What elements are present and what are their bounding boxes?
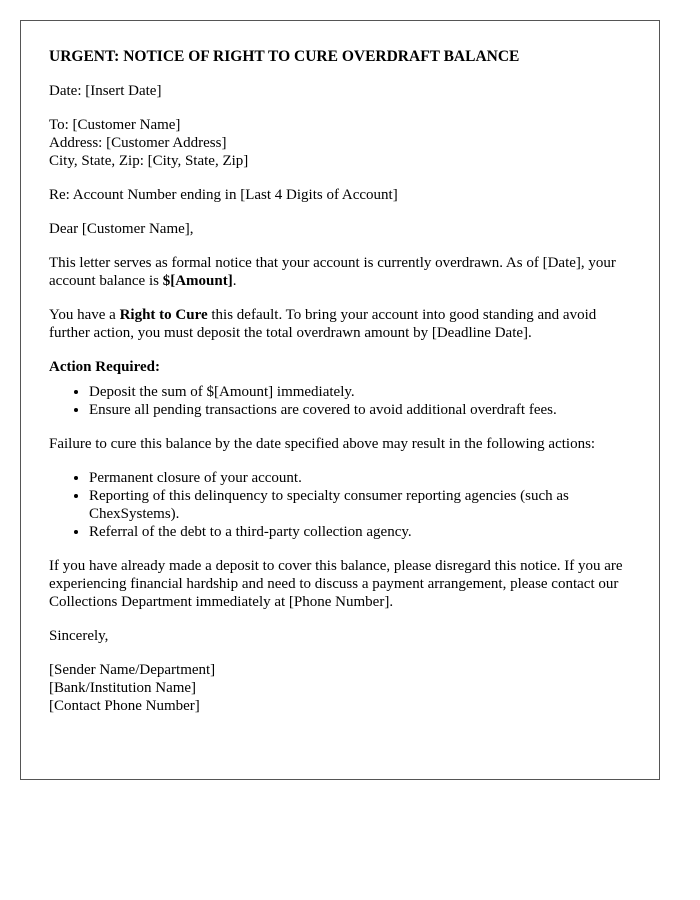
sender-name: [Sender Name/Department]: [49, 662, 216, 678]
list-item: • Ensure all pending transactions are covered to avoid additional overdraft fees.: [89, 401, 631, 419]
overdraft-notice-text: This letter serves as formal notice that your account is currently overdrawn. As of [Date], your account balance is: [49, 255, 616, 289]
right-to-cure-text-end: this default. To bring your account into good standing and avoid further action, you must deposit the total overdrawn amount by [Deadline Date].: [49, 307, 597, 341]
list-item: • Deposit the sum of $[Amount] immediately.: [89, 383, 631, 401]
recipient-block: [49, 116, 631, 170]
letter-title: URGENT: NOTICE OF RIGHT TO CURE OVERDRAFT BALANCE: [49, 48, 520, 65]
right-to-cure-phrase: Right to Cure: [119, 307, 208, 323]
recipient-address: Address: [Customer Address]: [49, 135, 227, 151]
action-items-list: [49, 383, 631, 419]
sign-off: Sincerely,: [49, 628, 109, 644]
closing-paragraph: If you have already made a deposit to cover this balance, please disregard this notice. If you are experiencing financial hardship and need to discuss a payment arrangement, please contact our Collections Department immediately at [Phone Number].: [49, 558, 623, 610]
overdraft-notice-end: .: [232, 273, 237, 289]
action-required-heading: Action Required:: [49, 359, 160, 375]
right-to-cure-paragraph: [49, 306, 631, 342]
failure-intro: Failure to cure this balance by the date specified above may result in the following actions:: [49, 436, 596, 452]
right-to-cure-text-start: You have a: [49, 307, 120, 323]
failure-items-list: [49, 469, 631, 541]
recipient-city-state-zip: City, State, Zip: [City, State, Zip]: [49, 153, 249, 169]
balance-amount: $[Amount]: [162, 273, 233, 289]
contact-phone: [Contact Phone Number]: [49, 698, 200, 714]
overdraft-notice-paragraph: [49, 254, 631, 290]
date-line: Date: [Insert Date]: [49, 83, 162, 99]
list-item: • Referral of the debt to a third-party collection agency.: [89, 523, 631, 541]
re-line: Re: Account Number ending in [Last 4 Digits of Account]: [49, 187, 398, 203]
list-item: • Permanent closure of your account.: [89, 469, 631, 487]
institution-name: [Bank/Institution Name]: [49, 680, 197, 696]
salutation: Dear [Customer Name],: [49, 221, 194, 237]
signature-block: [49, 661, 631, 715]
list-item: • Reporting of this delinquency to specialty consumer reporting agencies (such as ChexSystems).: [89, 487, 631, 523]
letter-document: [20, 20, 660, 780]
recipient-name: To: [Customer Name]: [49, 117, 181, 133]
